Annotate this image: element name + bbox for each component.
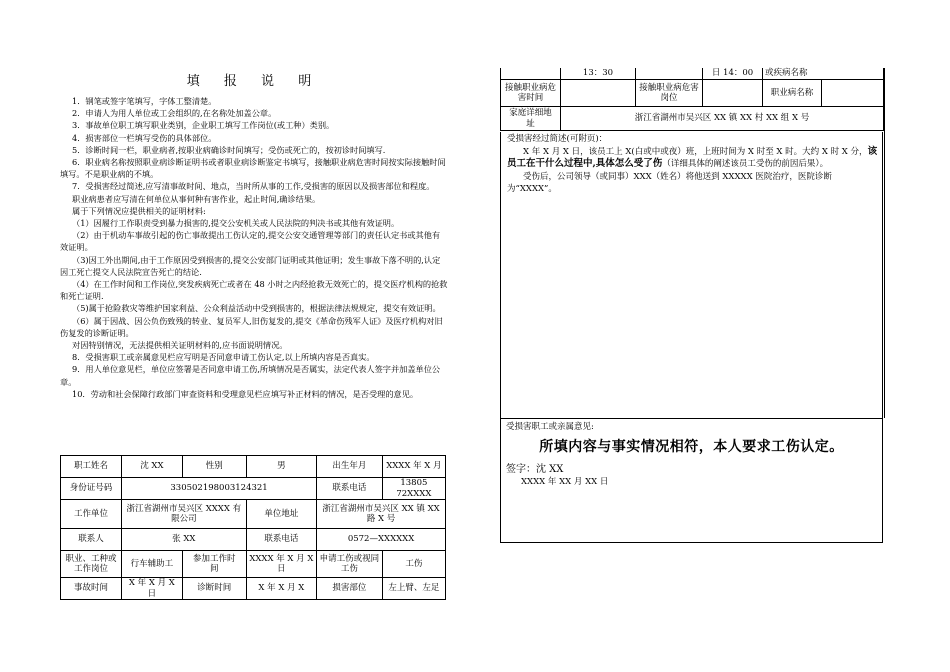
employer-label: 工作单位 <box>61 500 122 529</box>
instruction-item: 对因特别情况，无法提供相关证明材料的,应书面说明情况。 <box>72 340 288 351</box>
instruction-item: 6．职业病名称按照职业病诊断证明书或者职业病诊断鉴定书填写，接触职业病危害时间按实际接触时间填写。不是职业病的不填。 <box>60 157 446 180</box>
id-label: 身份证号码 <box>61 478 122 500</box>
employee-table <box>60 455 446 600</box>
opinion-heading: 受损害职工或亲属意见: <box>506 422 594 432</box>
gender-label: 性别 <box>182 456 246 478</box>
accident-time-label: 事故时间 <box>61 578 122 600</box>
narrative-emphasis: 该员工在干什么过程中,具体怎么受了伤 <box>507 145 878 169</box>
contact-phone-label: 联系电话 <box>246 529 316 551</box>
job-value: 行车辅助工 <box>122 551 183 578</box>
opinion-date: XXXX 年 XX 月 XX 日 <box>521 477 609 487</box>
phone-label: 联系电话 <box>317 478 383 500</box>
employee-opinion <box>500 418 883 543</box>
instruction-item: （5)属于抢险救灾等维护国家利益、公众利益活动中受到损害的，根据法律法规规定，提交有效证明。 <box>72 303 441 314</box>
employer-value: 浙江省湖州市吴兴区 XXXX 有限公司 <box>122 500 247 529</box>
apply-as-value: 工伤 <box>382 551 445 578</box>
narrative-text: X 年 X 月 X 日，该员工上 X(白或中或夜）班，上班时间为 X 时至 X 时。大约 X 时 X 分， <box>523 146 868 157</box>
instruction-item: 7．受损害经过简述,应写清事故时间、地点，当时所从事的工作,受损害的原因以及损害部位和程度。 <box>72 181 435 192</box>
exposure-post-label: 接触职业病危害岗位 <box>636 80 703 107</box>
accident-time-value: X 年 X 月 X 日 <box>122 578 183 600</box>
signature-line <box>506 460 877 475</box>
diagnosis-time-value: X 年 X 月 X <box>246 578 316 600</box>
home-addr-value: 浙江省湖州市吴兴区 XX 镇 XX 村 XX 组 X 号 <box>561 107 884 131</box>
instructions <box>60 70 448 400</box>
phone-value: 13805 72XXXX <box>382 478 445 500</box>
instruction-item: 3．事故单位职工填写职业类别，企业职工填写工作岗位(或工种）类别。 <box>72 120 335 131</box>
narrative-text: （详细具体的阐述该员工受伤的前因后果）。 <box>662 159 829 169</box>
instructions-list <box>60 95 448 400</box>
instruction-item: 2．申请人为用人单位或工会组织的,在名称处加盖公章。 <box>72 108 277 119</box>
injury-narrative <box>500 132 883 418</box>
instruction-item: 属于下列情况应提供相关的证明材料: <box>72 205 206 216</box>
id-value: 330502198003124321 <box>122 478 317 500</box>
instruction-item: 10．劳动和社会保障行政部门审查资料和受理意见栏应填写补正材料的情况，是否受理的意见。 <box>72 388 419 399</box>
employer-addr-label: 单位地址 <box>246 500 316 529</box>
instruction-item: 1．钢笔或签字笔填写，字体工整清楚。 <box>72 96 217 106</box>
injury-part-value: 左上臂、左足 <box>382 578 445 600</box>
apply-as-label: 申请工伤或视同工伤 <box>317 551 383 578</box>
name-label: 职工姓名 <box>61 456 122 478</box>
employer-addr-value: 浙江省湖州市吴兴区 XX 镇 XX 路 X 号 <box>317 500 446 529</box>
contact-value: 张 XX <box>122 529 247 551</box>
sign-name: 沈 XX <box>536 464 564 475</box>
contact-label: 联系人 <box>61 529 122 551</box>
instruction-item: （1）因履行工作职责受到暴力损害的,提交公安机关或人民法院的判决书或其他有效证明。 <box>72 218 400 229</box>
instruction-item: 4．损害部位一栏填写受伤的具体部位。 <box>72 132 217 143</box>
instruction-item: 9．用人单位意见栏，单位应签署是否同意申请工伤,所填情况是否属实，法定代表人签字并加盖单位公章。 <box>60 364 441 387</box>
diagnosis-time-label: 诊断时间 <box>182 578 246 600</box>
time-2: 日 14：00 <box>703 68 763 80</box>
occ-disease-label: 职业病名称 <box>763 80 822 107</box>
exposure-time-label: 接触职业病危害时间 <box>501 80 561 107</box>
job-label: 职业、工种或工作岗位 <box>61 551 122 578</box>
instruction-item: （4）在工作时间和工作岗位,突发疾病死亡或者在 48 小时之内经抢救无效死亡的，提交医疗机构的抢救和死亡证明. <box>60 279 448 302</box>
sign-label: 签字： <box>506 464 536 475</box>
opinion-declaration: 所填内容与事实情况相符，本人要求工伤认定。 <box>539 439 844 455</box>
start-value: XXXX 年 X 月 X 日 <box>246 551 316 578</box>
home-addr-label: 家庭详细地 址 <box>501 107 561 131</box>
instruction-item: （2）由于机动车事故引起的伤亡事故提出工伤认定的,提交公安交通管理等部门的责任认定书或其他有效证明。 <box>60 230 441 253</box>
birth-value: XXXX 年 X 月 <box>382 456 445 478</box>
contact-phone-value: 0572—XXXXXX <box>317 529 446 551</box>
instructions-title: 填 报 说 明 <box>186 74 322 89</box>
name-value: 沈 XX <box>122 456 183 478</box>
instruction-item: （3)因工外出期间,由于工作原因受到损害的,提交公安部门证明或其他证明；发生事故下落不明的,认定因工死亡提交人民法院宣告死亡的结论. <box>60 254 441 277</box>
birth-label: 出生年月 <box>317 456 383 478</box>
disease-label: 或疾病名称 <box>763 68 884 80</box>
instruction-item: 5．诊断时间一栏，职业病者,按职业病确诊时间填写；受伤或死亡的，按初诊时间填写. <box>72 144 386 155</box>
narrative-heading: 受损害经过简述(可附页)： <box>507 134 608 144</box>
right-table <box>500 68 884 131</box>
instruction-item: 8．受损害职工或亲属意见栏应写明是否同意申请工伤认定,以上所填内容是否真实。 <box>72 352 375 363</box>
time-1: 13：30 <box>561 68 636 80</box>
injury-part-label: 损害部位 <box>317 578 383 600</box>
gender-value: 男 <box>246 456 316 478</box>
start-label: 参加工作时 间 <box>182 551 246 578</box>
narrative-paragraph-1 <box>507 146 879 171</box>
instruction-item: （6）属于因战、因公负伤致残的转业、复员军人,旧伤复发的,提交《革命伤残军人证》及医疗机构对旧伤复发的诊断证明。 <box>60 315 443 338</box>
narrative-paragraph-2: 受伤后，公司领导（或同事）XXX（姓名）将他送到 XXXXX 医院治疗，医院诊断为“XXXX”。 <box>507 171 832 194</box>
instruction-item: 职业病患者应写清在何单位从事何种有害作业，起止时间,确诊结果。 <box>72 193 321 204</box>
